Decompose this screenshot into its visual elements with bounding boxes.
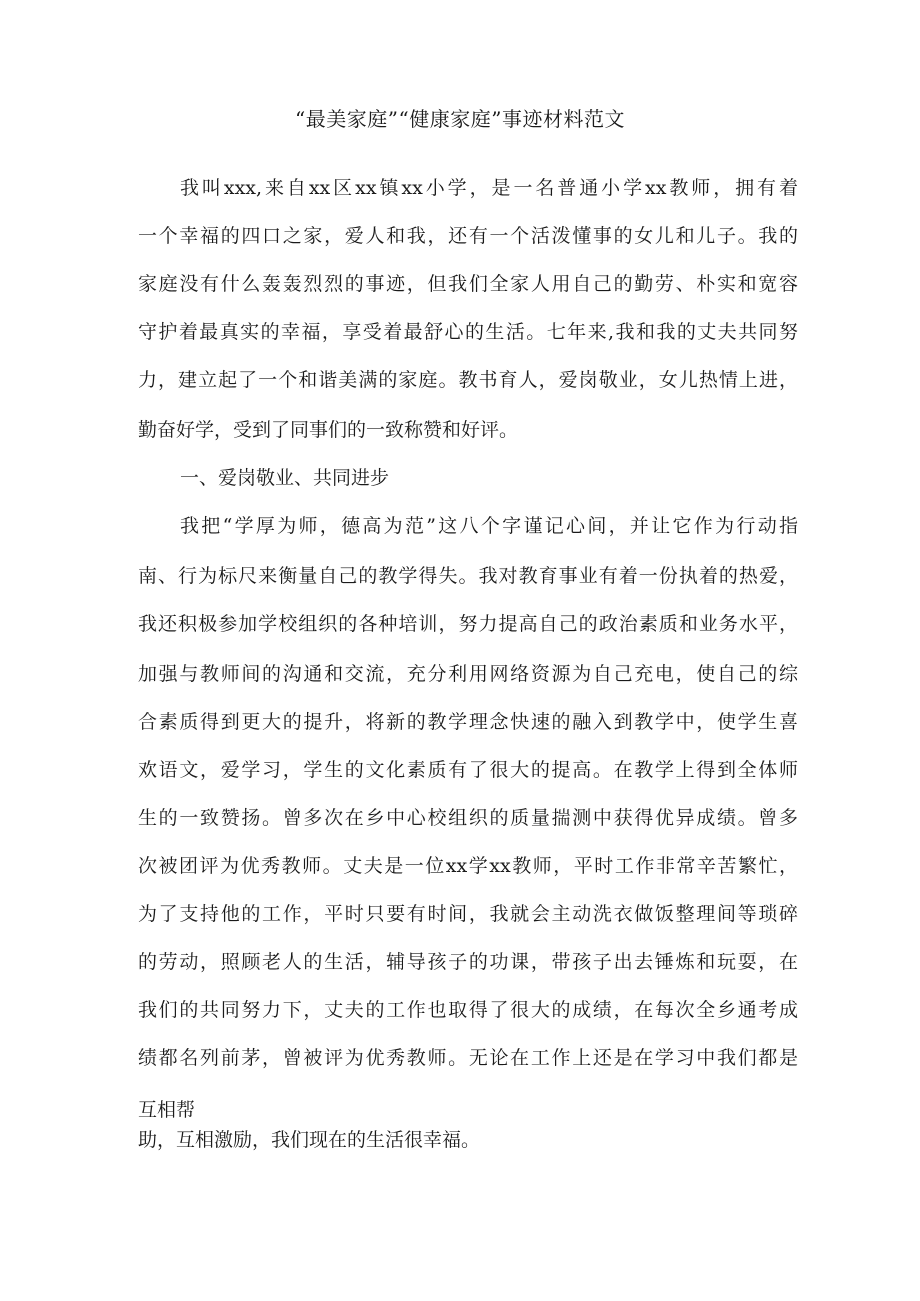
paragraph-line: 绩都名列前茅，曾被评为优秀教师。无论在工作上还是在学习中我们都是 xyxy=(138,1047,798,1069)
paragraph-line: 守护着最真实的幸福，享受着最舒心的生活。七年来,我和我的丈夫共同努 xyxy=(138,321,798,343)
paragraph-line: 的劳动，照顾老人的生活，辅导孩子的功课，带孩子出去锤炼和玩耍，在 xyxy=(138,951,798,973)
paragraph-line: 我叫xxx,来自xx区xx镇xx小学，是一名普通小学xx教师，拥有着 xyxy=(180,177,798,199)
paragraph-line: 生的一致赞扬。曾多次在乡中心校组织的质量揣测中获得优异成绩。曾多 xyxy=(138,807,798,829)
paragraph-line: 助，互相激励，我们现在的生活很幸福。 xyxy=(138,1129,481,1151)
paragraph-line: 一个幸福的四口之家，爱人和我，还有一个活泼懂事的女儿和儿子。我的 xyxy=(138,225,798,247)
paragraph-line: 加强与教师间的沟通和交流，充分利用网络资源为自己充电，使自己的综 xyxy=(138,663,798,685)
paragraph-line: 勤奋好学，受到了同事们的一致称赞和好评。 xyxy=(138,419,519,441)
document-title: “最美家庭”“健康家庭”事迹材料范文 xyxy=(295,107,625,131)
paragraph-line: 南、行为标尺来衡量自己的教学得失。我对教育事业有着一份执着的热爱， xyxy=(138,565,798,587)
section-heading: 一、爱岗敬业、共同进步 xyxy=(180,467,390,489)
paragraph-line: 我还积极参加学校组织的各种培训，努力提高自己的政治素质和业务水平， xyxy=(138,613,798,635)
paragraph-line: 互相帮 xyxy=(138,1099,196,1121)
paragraph-line: 我把“学厚为师，德高为范”这八个字谨记心间，并让它作为行动指 xyxy=(180,515,798,537)
paragraph-line: 合素质得到更大的提升，将新的教学理念快速的融入到教学中，使学生喜 xyxy=(138,711,798,733)
paragraph-line: 欢语文，爱学习，学生的文化素质有了很大的提高。在教学上得到全体师 xyxy=(138,759,798,781)
paragraph-line: 次被团评为优秀教师。丈夫是一位xx学xx教师，平时工作非常辛苦繁忙， xyxy=(138,855,798,877)
paragraph-line: 家庭没有什么轰轰烈烈的事迹，但我们全家人用自己的勤劳、朴实和宽容 xyxy=(138,273,798,295)
paragraph-line: 为了支持他的工作，平时只要有时间，我就会主动洗衣做饭整理间等琐碎 xyxy=(138,903,798,925)
paragraph-line: 我们的共同努力下，丈夫的工作也取得了很大的成绩，在每次全乡通考成 xyxy=(138,999,798,1021)
paragraph-line: 力，建立起了一个和谐美满的家庭。教书育人，爱岗敬业，女儿热情上进， xyxy=(138,369,798,391)
